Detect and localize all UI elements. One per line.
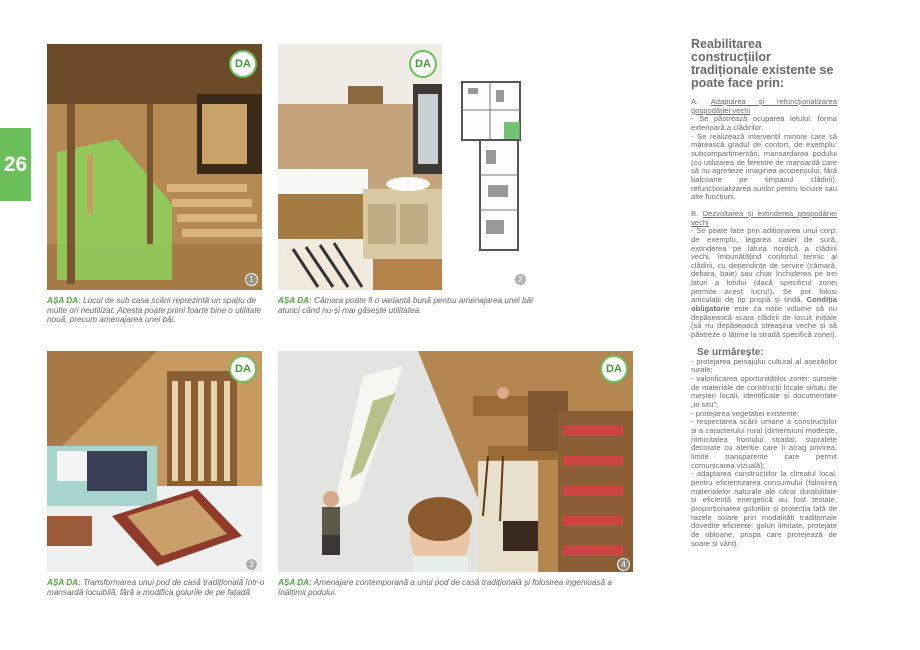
da-badge: DA	[409, 50, 437, 78]
photo-number-badge: 4	[617, 558, 630, 571]
caption-text: Transformarea unui pod de casă tradițională într-o mansardă locuibilă, fără a modifica golurile de pe fațadă	[47, 578, 265, 597]
caption-label: AȘA DA:	[47, 578, 81, 587]
text-column	[691, 38, 837, 548]
caption-text: Cămara poate fi o variantă bună pentru amenajarea unei băi atunci când nu-și mai găsește utilitatea.	[278, 296, 534, 315]
paragraph: - respectarea scării umane a construcțiilor și a caracterului rural (dimensiuni modeste, ritmicitatea frontului stradal, suprafețe decorate cu atenție care îi atrag privirea, limite transparente care permit comunicarea vizuală);	[691, 417, 837, 470]
paragraph-a-heading	[691, 98, 837, 115]
photo-caption	[47, 578, 265, 597]
photo-bathroom	[278, 44, 442, 290]
photo-stair-bathroom	[47, 44, 262, 290]
caption-label: AȘA DA:	[278, 578, 312, 587]
paragraph: - adaptarea construcțiilor la climatul local, pentru eficientizarea consumului (folosirea materialelor naturale ale căror durabilitate și eficiență energetică au fost testate, proporționarea golurilor și protecția față de razele solare prin modalități tradiționale dovedite eficiente: goluri limitate, protejate de obloane, prispa care protejează de soare și vânt).	[691, 469, 837, 548]
photo-attic-bedroom	[47, 351, 262, 572]
caption-text: Locul de sub casa scării reprezintă un spațiu de multe ori neutilizat. Acesta poate primi foarte bine o utilitate nouă, precum amenajarea unei băi.	[47, 296, 262, 325]
paragraph: - protejarea vegetației existente;	[691, 408, 800, 418]
da-badge: DA	[229, 50, 257, 78]
section-title: Reabilitarea construcțiilor tradiționale existente se poate face prin:	[691, 37, 834, 90]
floor-plan-drawing	[460, 80, 526, 260]
emphasis-text: Condiția obligatorie	[691, 295, 837, 314]
list-letter: B.	[691, 208, 703, 218]
photo-attic-loft	[278, 351, 633, 572]
photo-number-badge: 2	[514, 273, 527, 286]
paragraph-text: este ca noile volume să nu depășească scara clădirii de locuit inițiale (să nu depășească streașina veche și să păstreze o lățime la stradă specifică zonei).	[691, 304, 837, 340]
photo-number-badge: 1	[245, 273, 258, 286]
paragraph: - Se realizează intervenții minore care să mărească gradul de confort, de exemplu: subcompartimentări, mansardarea podului (cu utilizarea de ferestre de mansardă care să nu agreseze imaginea acoperișului, fără balcoane pe timpanul clădirii), refuncționalizarea șurilor pentru locuire sau alte funcțiuni.	[691, 131, 837, 202]
photo-caption	[278, 296, 540, 315]
page-number: 26	[3, 152, 28, 176]
caption-text: Amenajare contemporană a unui pod de casă tradițională și folosirea ingenioasă a înălțimii podului.	[278, 578, 612, 597]
paragraph: - valorificarea oportunităților zonei: sursele de materiale de construcții locale și/sau de meșteri locali, identificate și documentate „in situ”;	[691, 374, 837, 409]
photo-caption	[278, 578, 638, 597]
paragraph-text: - Se poate face prin adiționarea unui corp: de exemplu, legarea casei de șură, extinderea pe latura nordică a clădirii vechi, îmbunătățind confortul termic al clădirii, cu dependințe de servire (cămară, debara, baie) sau chiar închiderea pe trei laturi a lotului (dacă specificul zonei permite acest lucru!). Se pot folosi articulații de tip prispă și tindă.	[691, 226, 837, 305]
photo-caption	[47, 296, 265, 325]
list-letter: A.	[691, 97, 711, 106]
paragraph: - Se păstrează ocuparea lotului, forma exterioară a clădirilor.	[691, 114, 837, 132]
da-badge: DA	[600, 355, 628, 383]
paragraph: - protejarea peisajului cultural al așezărilor rurale;	[691, 356, 837, 375]
photo-number-badge: 3	[245, 558, 258, 571]
paragraph-b-heading	[691, 210, 837, 227]
paragraph	[691, 227, 837, 340]
caption-label: AȘA DA:	[278, 296, 312, 305]
page-number-tab	[0, 128, 31, 201]
follow-heading: Se urmărește:	[697, 346, 764, 358]
subsection-heading: Adaptarea și refuncționalizarea gospodăriei vechi	[691, 97, 837, 115]
caption-label: AȘA DA:	[47, 296, 81, 305]
da-badge: DA	[229, 355, 257, 383]
subsection-heading: Dezvoltarea și extinderea gospodăriei vechi	[691, 208, 837, 227]
